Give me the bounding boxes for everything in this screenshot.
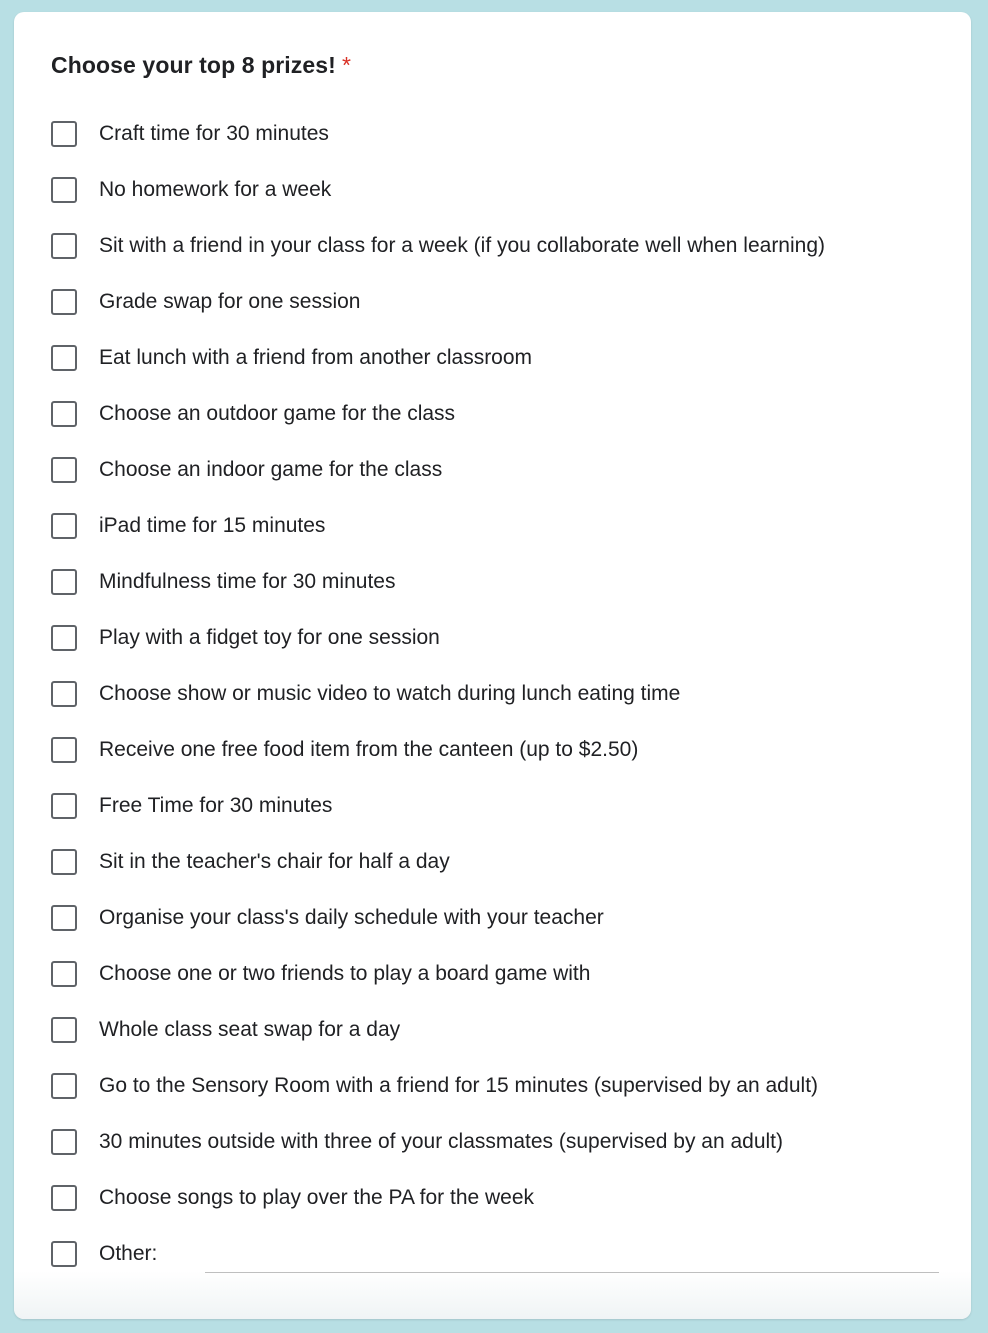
option-label-3: Sit with a friend in your class for a week (if you collaborate well when learning) (99, 234, 826, 257)
option-row-8[interactable] (51, 498, 951, 554)
option-checkbox-17[interactable] (51, 1017, 77, 1043)
question-card (14, 12, 971, 1319)
option-checkbox-4[interactable] (51, 289, 77, 315)
option-checkbox-20[interactable] (51, 1185, 77, 1211)
option-row-11[interactable] (51, 666, 951, 722)
option-label-2: No homework for a week (99, 178, 332, 201)
option-checkbox-10[interactable] (51, 625, 77, 651)
option-row-17[interactable] (51, 1002, 951, 1058)
option-row-16[interactable] (51, 946, 951, 1002)
option-label-10: Play with a fidget toy for one session (99, 626, 440, 649)
question-title (51, 52, 351, 79)
option-checkbox-14[interactable] (51, 849, 77, 875)
option-checkbox-13[interactable] (51, 793, 77, 819)
option-checkbox-12[interactable] (51, 737, 77, 763)
option-label-11: Choose show or music video to watch during lunch eating time (99, 682, 681, 705)
option-row-14[interactable] (51, 834, 951, 890)
option-row-other[interactable] (51, 1226, 951, 1282)
option-label-15: Organise your class's daily schedule with your teacher (99, 906, 604, 929)
option-label-4: Grade swap for one session (99, 290, 361, 313)
option-checkbox-3[interactable] (51, 233, 77, 259)
option-label-13: Free Time for 30 minutes (99, 794, 333, 817)
option-checkbox-6[interactable] (51, 401, 77, 427)
option-checkbox-7[interactable] (51, 457, 77, 483)
option-label-18: Go to the Sensory Room with a friend for 15 minutes (supervised by an adult) (99, 1074, 819, 1097)
option-row-5[interactable] (51, 330, 951, 386)
option-checkbox-2[interactable] (51, 177, 77, 203)
option-row-15[interactable] (51, 890, 951, 946)
option-checkbox-9[interactable] (51, 569, 77, 595)
option-checkbox-5[interactable] (51, 345, 77, 371)
option-row-7[interactable] (51, 442, 951, 498)
option-label-14: Sit in the teacher's chair for half a day (99, 850, 450, 873)
question-title-text: Choose your top 8 prizes! (51, 52, 336, 78)
option-label-6: Choose an outdoor game for the class (99, 402, 456, 425)
option-checkbox-16[interactable] (51, 961, 77, 987)
option-checkbox-1[interactable] (51, 121, 77, 147)
option-row-18[interactable] (51, 1058, 951, 1114)
option-checkbox-19[interactable] (51, 1129, 77, 1155)
option-checkbox-18[interactable] (51, 1073, 77, 1099)
option-checkbox-11[interactable] (51, 681, 77, 707)
option-label-9: Mindfulness time for 30 minutes (99, 570, 396, 593)
option-row-12[interactable] (51, 722, 951, 778)
option-label-12: Receive one free food item from the canteen (up to $2.50) (99, 738, 639, 761)
other-text-input[interactable] (205, 1236, 939, 1273)
option-label-8: iPad time for 15 minutes (99, 514, 326, 537)
other-checkbox[interactable] (51, 1241, 77, 1267)
option-label-19: 30 minutes outside with three of your classmates (supervised by an adult) (99, 1130, 784, 1153)
option-checkbox-15[interactable] (51, 905, 77, 931)
option-row-6[interactable] (51, 386, 951, 442)
option-row-4[interactable] (51, 274, 951, 330)
option-checkbox-8[interactable] (51, 513, 77, 539)
other-label: Other: (99, 1242, 158, 1265)
required-asterisk: * (341, 52, 351, 78)
option-label-7: Choose an indoor game for the class (99, 458, 443, 481)
option-label-5: Eat lunch with a friend from another classroom (99, 346, 533, 369)
option-row-13[interactable] (51, 778, 951, 834)
option-label-20: Choose songs to play over the PA for the week (99, 1186, 535, 1209)
option-label-16: Choose one or two friends to play a board game with (99, 962, 591, 985)
option-row-20[interactable] (51, 1170, 951, 1226)
option-row-9[interactable] (51, 554, 951, 610)
option-row-1[interactable] (51, 106, 951, 162)
option-row-3[interactable] (51, 218, 951, 274)
option-label-17: Whole class seat swap for a day (99, 1018, 401, 1041)
option-row-2[interactable] (51, 162, 951, 218)
option-row-19[interactable] (51, 1114, 951, 1170)
option-row-10[interactable] (51, 610, 951, 666)
option-label-1: Craft time for 30 minutes (99, 122, 329, 145)
options-list (51, 106, 951, 1282)
